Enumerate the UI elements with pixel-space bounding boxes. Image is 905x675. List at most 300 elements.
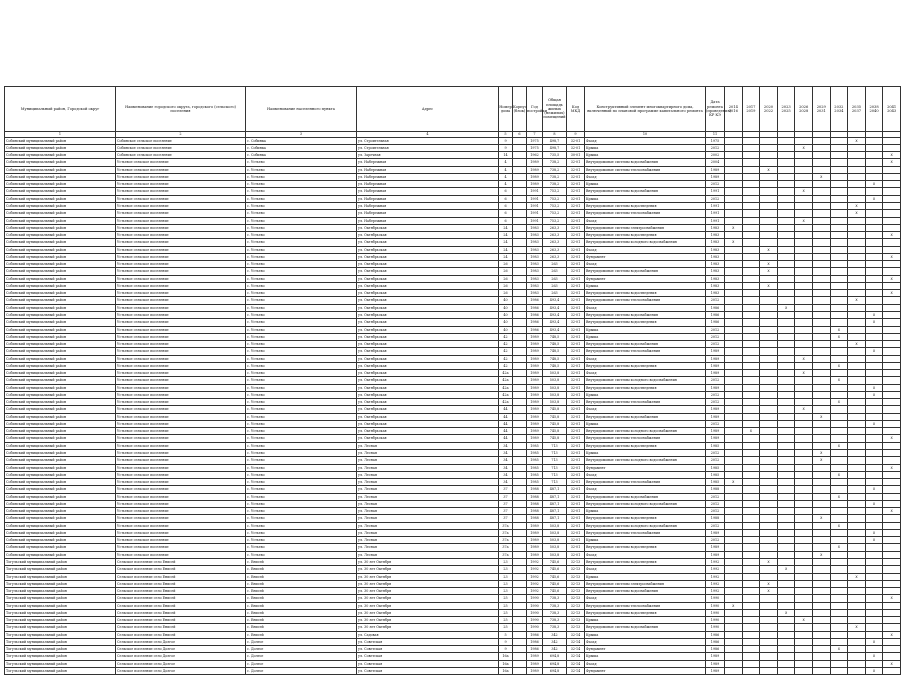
cell-period-mark [865, 166, 883, 173]
cell-period-mark [848, 660, 866, 667]
cell-locality: с. Устьево [246, 428, 357, 435]
column-number: 1 [5, 132, 116, 138]
cell-mkd-code: 32-01 [567, 370, 585, 377]
cell-building [513, 566, 527, 573]
cell-locality: с. Енисей [246, 559, 357, 566]
cell-period-mark [742, 638, 760, 645]
cell-period-mark [795, 551, 813, 558]
cell-year-built: 1991 [527, 195, 543, 202]
cell-period-mark: X [777, 304, 795, 311]
cell-period-mark [812, 602, 830, 609]
cell-mkd-code: 32-01 [567, 500, 585, 507]
cell-year-built: 1985 [527, 471, 543, 478]
cell-district: Собинский муниципальный район [5, 188, 116, 195]
cell-period-mark [848, 551, 866, 558]
cell-period-mark [830, 391, 848, 398]
cell-period-mark [883, 166, 901, 173]
cell-period-mark [725, 210, 743, 217]
table-row [5, 602, 901, 609]
cell-period-mark [760, 253, 778, 260]
cell-district: Собинский муниципальный район [5, 435, 116, 442]
cell-period-mark [795, 493, 813, 500]
table-row [5, 290, 901, 297]
cell-house-number: 26 [499, 268, 513, 275]
cell-period-mark [760, 217, 778, 224]
cell-settlement: Устьевое сельское поселение [116, 471, 246, 478]
cell-element: Внутридомовые системы холодного водоснабжения [585, 239, 706, 246]
cell-repair-date: 1990 [706, 609, 725, 616]
cell-period-mark [830, 166, 848, 173]
cell-building [513, 275, 527, 282]
cell-period-mark [830, 464, 848, 471]
cell-settlement: Устьевое сельское поселение [116, 333, 246, 340]
cell-period-mark [812, 464, 830, 471]
cell-area: 745,8 [543, 406, 567, 413]
cell-period-mark [760, 428, 778, 435]
cell-period-mark [795, 275, 813, 282]
cell-year-built: 1989 [527, 159, 543, 166]
cell-period-mark [725, 464, 743, 471]
cell-locality: с. Устьево [246, 551, 357, 558]
cell-period-mark: X [865, 384, 883, 391]
cell-period-mark [777, 152, 795, 159]
cell-period-mark [865, 609, 883, 616]
cell-period-mark [725, 508, 743, 515]
cell-mkd-code: 32-01 [567, 464, 585, 471]
cell-period-mark [760, 326, 778, 333]
cell-period-mark [812, 566, 830, 573]
cell-period-mark [865, 268, 883, 275]
cell-address: ул. 30 лет Октября [357, 588, 499, 595]
cell-period-mark [725, 595, 743, 602]
cell-period-mark [865, 624, 883, 631]
cell-period-mark [883, 406, 901, 413]
cell-element: Внутридомовые системы водоснабжения [585, 311, 706, 318]
cell-period-mark [725, 261, 743, 268]
cell-period-mark [865, 261, 883, 268]
cell-period-mark [848, 268, 866, 275]
cell-house-number: 34 [499, 450, 513, 457]
table-row [5, 261, 901, 268]
cell-house-number: 9 [499, 137, 513, 144]
cell-year-built: 1990 [527, 602, 543, 609]
cell-period-mark [742, 646, 760, 653]
cell-locality: с. Устьево [246, 362, 357, 369]
cell-period-mark [812, 362, 830, 369]
header-year-period: 2020 2022 [760, 87, 778, 132]
cell-area: 713 [543, 464, 567, 471]
cell-locality: с. Устьево [246, 217, 357, 224]
cell-period-mark [742, 311, 760, 318]
cell-settlement: Устьевое сельское поселение [116, 217, 246, 224]
cell-period-mark: X [848, 137, 866, 144]
cell-element: Внутридомовые системы водоотведения [585, 384, 706, 391]
cell-house-number: 42а [499, 377, 513, 384]
cell-address: ул. Октябрьская [357, 246, 499, 253]
cell-house-number: 42 [499, 355, 513, 362]
cell-period-mark [760, 224, 778, 231]
cell-building [513, 159, 527, 166]
cell-period-mark: X [830, 399, 848, 406]
cell-building [513, 217, 527, 224]
cell-period-mark [760, 479, 778, 486]
cell-repair-date: 1992 [706, 566, 725, 573]
cell-period-mark [777, 450, 795, 457]
cell-mkd-code: 32-01 [567, 529, 585, 536]
cell-year-built: 1985 [527, 457, 543, 464]
cell-period-mark [725, 268, 743, 275]
cell-repair-date: 1989 [706, 362, 725, 369]
cell-locality: с. Устьево [246, 384, 357, 391]
cell-period-mark [760, 537, 778, 544]
cell-house-number: 26 [499, 290, 513, 297]
cell-area: 738,2 [543, 166, 567, 173]
cell-year-built: 1986 [527, 311, 543, 318]
table-row [5, 304, 901, 311]
cell-district: Тогульский муниципальный район [5, 588, 116, 595]
cell-period-mark [848, 173, 866, 180]
cell-settlement: Устьевое сельское поселение [116, 159, 246, 166]
cell-period-mark [777, 646, 795, 653]
cell-period-mark [795, 413, 813, 420]
table-row [5, 275, 901, 282]
cell-period-mark [812, 573, 830, 580]
cell-year-built: 1990 [527, 617, 543, 624]
cell-period-mark [777, 522, 795, 529]
cell-district: Собинский муниципальный район [5, 159, 116, 166]
cell-element: Внутридомовые системы теплоснабжения [585, 166, 706, 173]
cell-period-mark [725, 660, 743, 667]
table-row [5, 195, 901, 202]
cell-period-mark [777, 144, 795, 151]
cell-period-mark [848, 457, 866, 464]
cell-period-mark [848, 420, 866, 427]
cell-period-mark [760, 188, 778, 195]
cell-repair-date: 1975 [706, 137, 725, 144]
cell-house-number: 37а [499, 537, 513, 544]
cell-settlement: Сельское поселение село Енисей [116, 573, 246, 580]
cell-period-mark [795, 391, 813, 398]
cell-period-mark [812, 275, 830, 282]
cell-period-mark [777, 660, 795, 667]
cell-element: Крыша [585, 631, 706, 638]
cell-period-mark [760, 442, 778, 449]
cell-year-built: 1991 [527, 188, 543, 195]
cell-locality: с. Устьево [246, 464, 357, 471]
cell-period-mark [795, 646, 813, 653]
cell-period-mark [742, 631, 760, 638]
cell-period-mark [742, 159, 760, 166]
cell-period-mark [795, 326, 813, 333]
cell-period-mark [883, 428, 901, 435]
cell-period-mark [760, 355, 778, 362]
cell-period-mark [742, 370, 760, 377]
cell-repair-date: 2012 [706, 537, 725, 544]
cell-address: ул. Октябрьская [357, 239, 499, 246]
cell-period-mark [742, 617, 760, 624]
cell-period-mark [777, 137, 795, 144]
cell-building [513, 304, 527, 311]
cell-year-built: 1989 [527, 341, 543, 348]
cell-address: ул. Советская [357, 638, 499, 645]
cell-address: ул. Октябрьская [357, 341, 499, 348]
table-row [5, 609, 901, 616]
cell-element: Крыша [585, 195, 706, 202]
cell-period-mark [795, 166, 813, 173]
cell-building [513, 450, 527, 457]
cell-period-mark [742, 362, 760, 369]
cell-address: ул. Октябрьская [357, 377, 499, 384]
cell-period-mark [883, 450, 901, 457]
cell-locality: с. Долгое [246, 660, 357, 667]
cell-period-mark [760, 290, 778, 297]
cell-period-mark [742, 239, 760, 246]
cell-period-mark [865, 646, 883, 653]
cell-district: Собинский муниципальный район [5, 551, 116, 558]
cell-element: Внутридомовые системы водоотведения [585, 609, 706, 616]
cell-period-mark [830, 508, 848, 515]
cell-period-mark: X [760, 166, 778, 173]
cell-element: Внутридомовые системы водоотведения [585, 319, 706, 326]
cell-mkd-code: 32-01 [567, 544, 585, 551]
cell-settlement: Сельское поселение село Енисей [116, 559, 246, 566]
cell-year-built: 1991 [527, 202, 543, 209]
cell-district: Собинский муниципальный район [5, 457, 116, 464]
cell-period-mark [760, 602, 778, 609]
cell-building [513, 348, 527, 355]
cell-period-mark [777, 239, 795, 246]
cell-period-mark [777, 166, 795, 173]
cell-period-mark [883, 268, 901, 275]
cell-period-mark [883, 341, 901, 348]
cell-period-mark [725, 173, 743, 180]
cell-period-mark [742, 413, 760, 420]
cell-building [513, 638, 527, 645]
cell-building [513, 195, 527, 202]
cell-settlement: Устьевое сельское поселение [116, 370, 246, 377]
cell-mkd-code: 32-01 [567, 384, 585, 391]
cell-element: Внутридомовые системы водоснабжения [585, 188, 706, 195]
cell-house-number: 24 [499, 239, 513, 246]
table-row [5, 406, 901, 413]
cell-district: Собинский муниципальный район [5, 370, 116, 377]
cell-period-mark [812, 232, 830, 239]
cell-period-mark: X [865, 195, 883, 202]
table-row [5, 493, 901, 500]
cell-period-mark [760, 660, 778, 667]
cell-address: ул. Октябрьская [357, 413, 499, 420]
cell-period-mark [883, 173, 901, 180]
cell-period-mark [777, 551, 795, 558]
cell-period-mark [848, 442, 866, 449]
cell-house-number: 42 [499, 333, 513, 340]
cell-locality: с. Устьево [246, 406, 357, 413]
cell-repair-date: 2012 [706, 144, 725, 151]
cell-settlement: Собинское сельское поселение [116, 137, 246, 144]
cell-period-mark: X [830, 362, 848, 369]
cell-repair-date: 1992 [706, 559, 725, 566]
cell-address: ул. Советская [357, 646, 499, 653]
cell-period-mark [865, 580, 883, 587]
cell-period-mark [795, 384, 813, 391]
cell-address: ул. Лесная [357, 529, 499, 536]
cell-period-mark: X [830, 646, 848, 653]
cell-locality: с. Устьево [246, 188, 357, 195]
cell-period-mark: X [865, 486, 883, 493]
cell-district: Собинский муниципальный район [5, 246, 116, 253]
cell-year-built: 1983 [527, 239, 543, 246]
cell-period-mark [742, 202, 760, 209]
cell-address: ул. Набережная [357, 202, 499, 209]
cell-period-mark [742, 588, 760, 595]
cell-period-mark: X [830, 471, 848, 478]
cell-settlement: Устьевое сельское поселение [116, 529, 246, 536]
cell-building [513, 471, 527, 478]
cell-address: ул. Октябрьская [357, 224, 499, 231]
cell-house-number: 25 [499, 617, 513, 624]
cell-settlement: Устьевое сельское поселение [116, 188, 246, 195]
cell-district: Тогульский муниципальный район [5, 631, 116, 638]
cell-year-built: 1989 [527, 667, 543, 674]
cell-period-mark [848, 609, 866, 616]
cell-building [513, 660, 527, 667]
cell-period-mark: X [777, 566, 795, 573]
cell-address: ул. Октябрьская [357, 326, 499, 333]
cell-area: 493,4 [543, 304, 567, 311]
cell-house-number: 24 [499, 246, 513, 253]
cell-period-mark: X [883, 508, 901, 515]
cell-period-mark [777, 435, 795, 442]
cell-settlement: Сельское поселение село Енисей [116, 588, 246, 595]
cell-building [513, 551, 527, 558]
cell-year-built: 1989 [527, 173, 543, 180]
cell-year-built: 1989 [527, 181, 543, 188]
cell-period-mark [865, 333, 883, 340]
cell-element: Внутридомовые системы холодного водоснабжения [585, 522, 706, 529]
cell-year-built: 1988 [527, 493, 543, 500]
cell-settlement: Устьевое сельское поселение [116, 435, 246, 442]
cell-period-mark [883, 500, 901, 507]
cell-year-built: 1989 [527, 377, 543, 384]
cell-period-mark [812, 493, 830, 500]
cell-settlement: Устьевое сельское поселение [116, 326, 246, 333]
table-row [5, 370, 901, 377]
cell-year-built: 1992 [527, 566, 543, 573]
cell-district: Собинский муниципальный район [5, 224, 116, 231]
cell-year-built: 1988 [527, 500, 543, 507]
cell-year-built: 1988 [527, 515, 543, 522]
cell-building [513, 202, 527, 209]
cell-period-mark [812, 479, 830, 486]
cell-period-mark [795, 152, 813, 159]
cell-period-mark [777, 464, 795, 471]
cell-period-mark [883, 515, 901, 522]
cell-area: 748,5 [543, 348, 567, 355]
cell-period-mark [795, 232, 813, 239]
cell-period-mark [883, 195, 901, 202]
cell-mkd-code: 32-13 [567, 617, 585, 624]
cell-period-mark [795, 304, 813, 311]
cell-district: Собинский муниципальный район [5, 529, 116, 536]
cell-period-mark [883, 442, 901, 449]
cell-year-built: 1962 [527, 152, 543, 159]
cell-period-mark [725, 617, 743, 624]
cell-building [513, 341, 527, 348]
cell-period-mark [865, 595, 883, 602]
cell-settlement: Устьевое сельское поселение [116, 355, 246, 362]
cell-locality: с. Устьево [246, 232, 357, 239]
cell-period-mark [725, 609, 743, 616]
cell-period-mark [830, 297, 848, 304]
cell-period-mark [865, 144, 883, 151]
cell-mkd-code: 30-01 [567, 152, 585, 159]
cell-house-number: 9 [499, 646, 513, 653]
cell-area: 263,3 [543, 253, 567, 260]
cell-period-mark [848, 486, 866, 493]
cell-period-mark [777, 188, 795, 195]
cell-address: ул. Набережная [357, 188, 499, 195]
cell-mkd-code: 32-01 [567, 202, 585, 209]
cell-period-mark [760, 202, 778, 209]
cell-repair-date: 1983 [706, 282, 725, 289]
cell-address: ул. Октябрьская [357, 370, 499, 377]
cell-house-number: 37 [499, 515, 513, 522]
cell-period-mark [830, 624, 848, 631]
cell-period-mark [725, 290, 743, 297]
cell-period-mark [795, 522, 813, 529]
cell-period-mark [725, 428, 743, 435]
cell-repair-date: 1986 [706, 646, 725, 653]
cell-period-mark [725, 588, 743, 595]
cell-period-mark: X [812, 413, 830, 420]
cell-period-mark [777, 573, 795, 580]
cell-period-mark [795, 202, 813, 209]
cell-year-built: 1989 [527, 413, 543, 420]
cell-area: 503,8 [543, 522, 567, 529]
cell-house-number: 40 [499, 297, 513, 304]
cell-period-mark [865, 464, 883, 471]
cell-district: Собинский муниципальный район [5, 537, 116, 544]
cell-locality: с. Устьево [246, 348, 357, 355]
cell-house-number: 6 [499, 217, 513, 224]
cell-mkd-code: 32-01 [567, 377, 585, 384]
cell-mkd-code: 32-14 [567, 660, 585, 667]
cell-repair-date: 1989 [706, 173, 725, 180]
cell-house-number: 34 [499, 479, 513, 486]
cell-year-built: 1989 [527, 355, 543, 362]
cell-district: Собинский муниципальный район [5, 239, 116, 246]
cell-repair-date: 1989 [706, 667, 725, 674]
cell-district: Собинский муниципальный район [5, 202, 116, 209]
cell-settlement: Устьевое сельское поселение [116, 362, 246, 369]
cell-period-mark [883, 391, 901, 398]
cell-period-mark [848, 566, 866, 573]
cell-period-mark [848, 580, 866, 587]
cell-period-mark [812, 624, 830, 631]
cell-house-number: 25 [499, 609, 513, 616]
cell-period-mark [883, 479, 901, 486]
cell-settlement: Устьевое сельское поселение [116, 522, 246, 529]
cell-period-mark [795, 450, 813, 457]
table-row [5, 435, 901, 442]
cell-period-mark [830, 428, 848, 435]
cell-period-mark [848, 181, 866, 188]
cell-period-mark: X [795, 370, 813, 377]
cell-area: 487,1 [543, 500, 567, 507]
cell-period-mark [883, 137, 901, 144]
cell-period-mark [742, 246, 760, 253]
cell-year-built: 1983 [527, 290, 543, 297]
